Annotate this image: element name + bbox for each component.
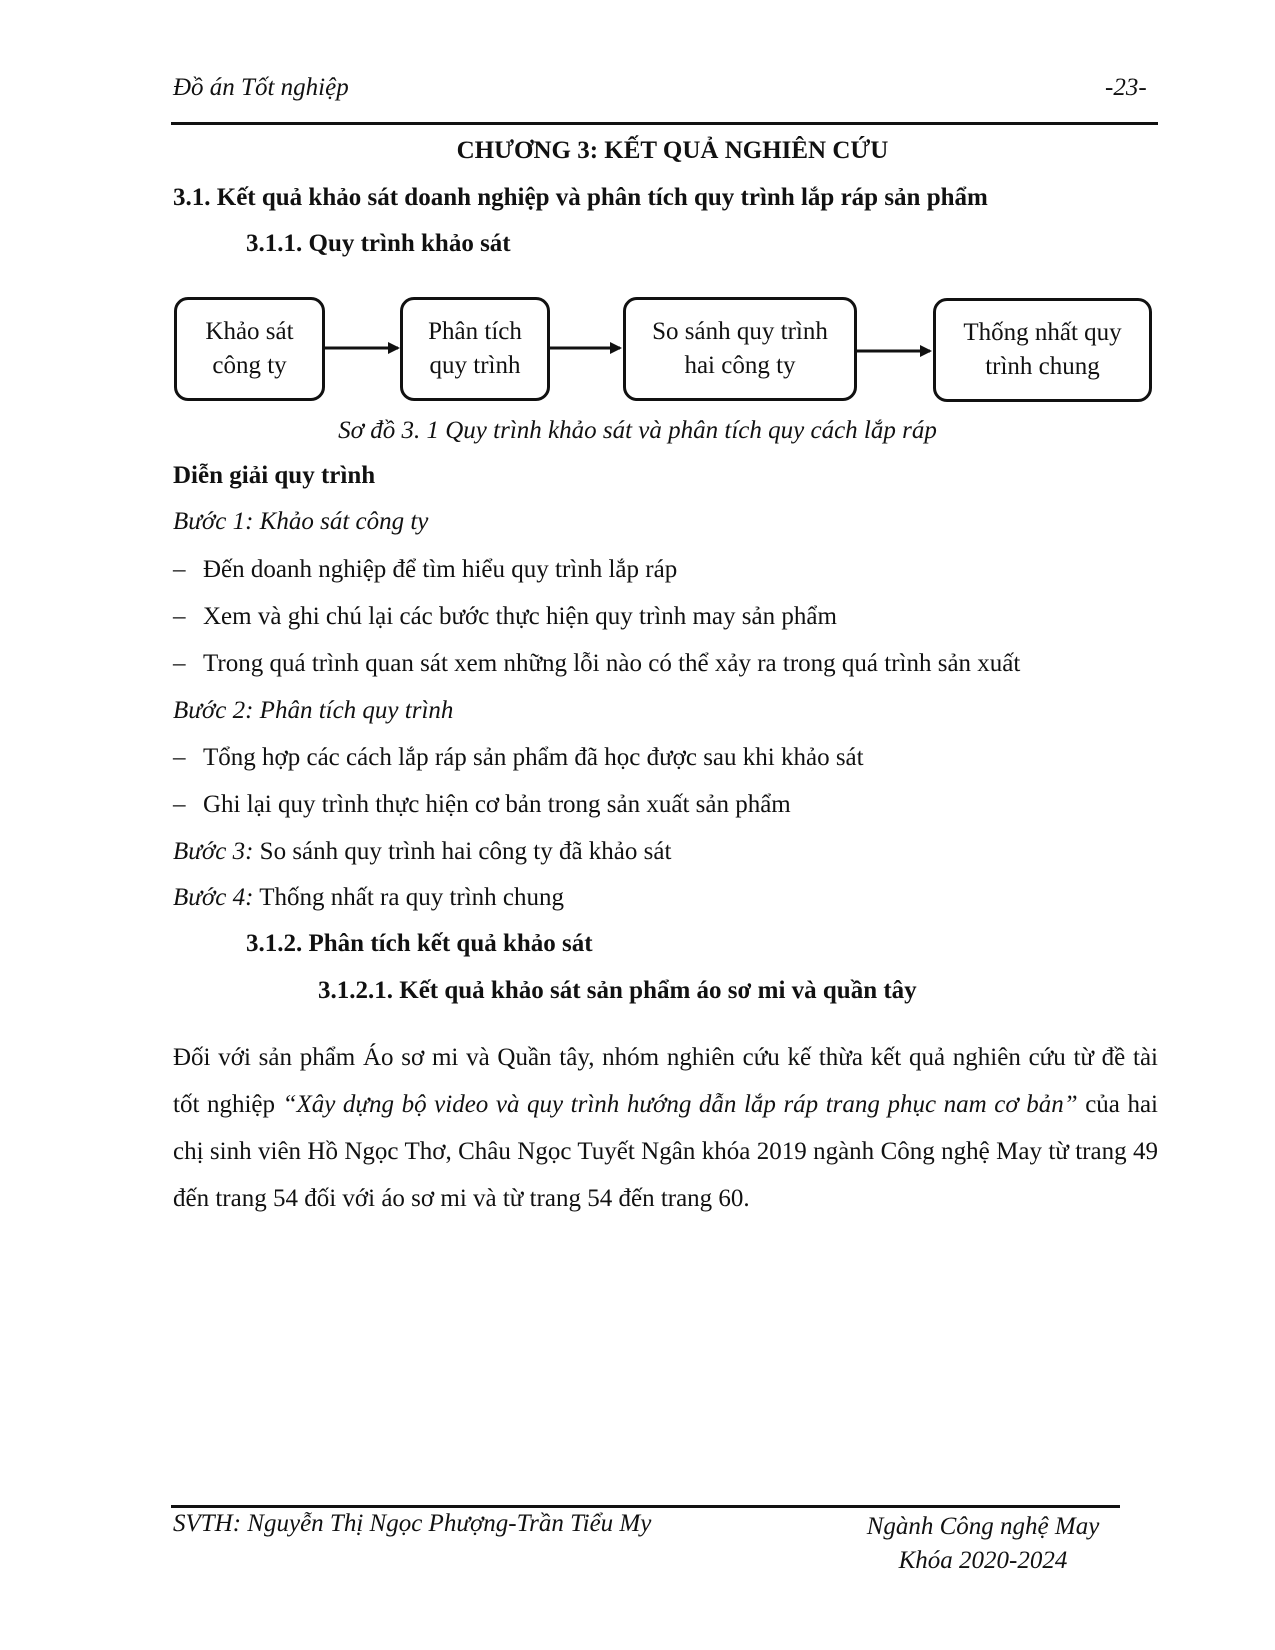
footer-divider	[171, 1505, 1120, 1508]
step-1-title	[173, 508, 428, 536]
diagram-caption: Sơ đồ 3. 1 Quy trình khảo sát và phân tích quy cách lắp ráp	[338, 417, 937, 444]
step-3	[173, 838, 671, 866]
bullet-text: Xem và ghi chú lại các bước thực hiện quy trình may sản phẩm	[203, 603, 837, 630]
list-item: – Xem và ghi chú lại các bước thực hiện quy trình may sản phẩm	[173, 603, 837, 630]
flow-box-label: Phân tích quy trình	[428, 318, 522, 379]
thesis-title-quote: “Xây dựng bộ video và quy trình hướng dẫn lắp ráp trang phục nam cơ bản”	[282, 1091, 1078, 1118]
bullet-text: Đến doanh nghiệp để tìm hiểu quy trình lắp ráp	[203, 556, 678, 583]
step-4-label: Bước 4:	[173, 884, 254, 911]
list-item: – Đến doanh nghiệp để tìm hiểu quy trình lắp ráp	[173, 556, 678, 583]
flow-box-label: Thống nhất quy trình chung	[963, 319, 1122, 380]
step-3-text: So sánh quy trình hai công ty đã khảo sát	[253, 838, 672, 865]
footer-authors: SVTH: Nguyễn Thị Ngọc Phượng-Trần Tiểu My	[173, 1510, 652, 1537]
step-3-label: Bước 3:	[173, 838, 254, 865]
footer-major: Ngành Công nghệ May	[866, 1513, 1100, 1540]
bullet-text: Trong quá trình quan sát xem những lỗi nào có thể xảy ra trong quá trình sản xuất	[203, 650, 1021, 677]
list-item: – Trong quá trình quan sát xem những lỗi nào có thể xảy ra trong quá trình sản xuất	[173, 650, 1021, 677]
flow-box-label: So sánh quy trình hai công ty	[652, 318, 828, 379]
bullet-text: Ghi lại quy trình thực hiện cơ bản trong sản xuất sản phẩm	[203, 791, 791, 818]
flow-box-survey-company	[174, 297, 325, 401]
step-2-title	[173, 697, 453, 725]
process-flow-diagram	[0, 0, 1275, 410]
page-number: -23-	[1105, 74, 1147, 101]
step-4-text: Thống nhất ra quy trình chung	[253, 884, 565, 911]
step-2-label: Bước 2: Phân tích quy trình	[173, 697, 454, 724]
section-heading-3-1-2-1: 3.1.2.1. Kết quả khảo sát sản phẩm áo sơ mi và quần tây	[318, 977, 917, 1004]
flow-box-unify-process	[933, 298, 1152, 402]
flow-box-compare-process	[623, 297, 857, 401]
footer-course: Khóa 2020-2024	[898, 1547, 1068, 1574]
body-paragraph	[173, 1034, 1158, 1222]
step-1-label: Bước 1: Khảo sát công ty	[173, 508, 429, 535]
list-item: – Ghi lại quy trình thực hiện cơ bản trong sản xuất sản phẩm	[173, 791, 791, 818]
section-heading-3-1: 3.1. Kết quả khảo sát doanh nghiệp và phân tích quy trình lắp ráp sản phẩm	[173, 184, 988, 211]
paragraph-text-continued: của hai chị sinh viên Hồ Ngọc Thơ, Châu Ngọc Tuyết Ngân khóa 2019 ngành Công nghệ May từ trang 49 đến trang 54 đối với áo sơ mi và từ trang 54 đến trang 60.	[173, 1091, 1158, 1212]
section-heading-3-1-2: 3.1.2. Phân tích kết quả khảo sát	[246, 930, 593, 957]
header-title: Đồ án Tốt nghiệp	[173, 74, 349, 101]
footer-major-block	[848, 1510, 1118, 1578]
explain-heading: Diễn giải quy trình	[173, 462, 376, 489]
step-4	[173, 884, 564, 912]
bullet-text: Tổng hợp các cách lắp ráp sản phẩm đã học được sau khi khảo sát	[203, 744, 864, 771]
flow-box-analyze-process	[400, 297, 550, 401]
chapter-title: CHƯƠNG 3: KẾT QUẢ NGHIÊN CỨU	[456, 137, 889, 164]
flow-box-label: Khảo sát công ty	[205, 318, 294, 379]
paragraph-text: Đối với sản phẩm Áo sơ mi và Quần tây, nhóm nghiên cứu kế thừa kết quả nghiên cứu từ đề tài tốt nghiệp	[173, 1044, 1158, 1118]
list-item: – Tổng hợp các cách lắp ráp sản phẩm đã học được sau khi khảo sát	[173, 744, 864, 771]
section-heading-3-1-1: 3.1.1. Quy trình khảo sát	[246, 230, 511, 257]
